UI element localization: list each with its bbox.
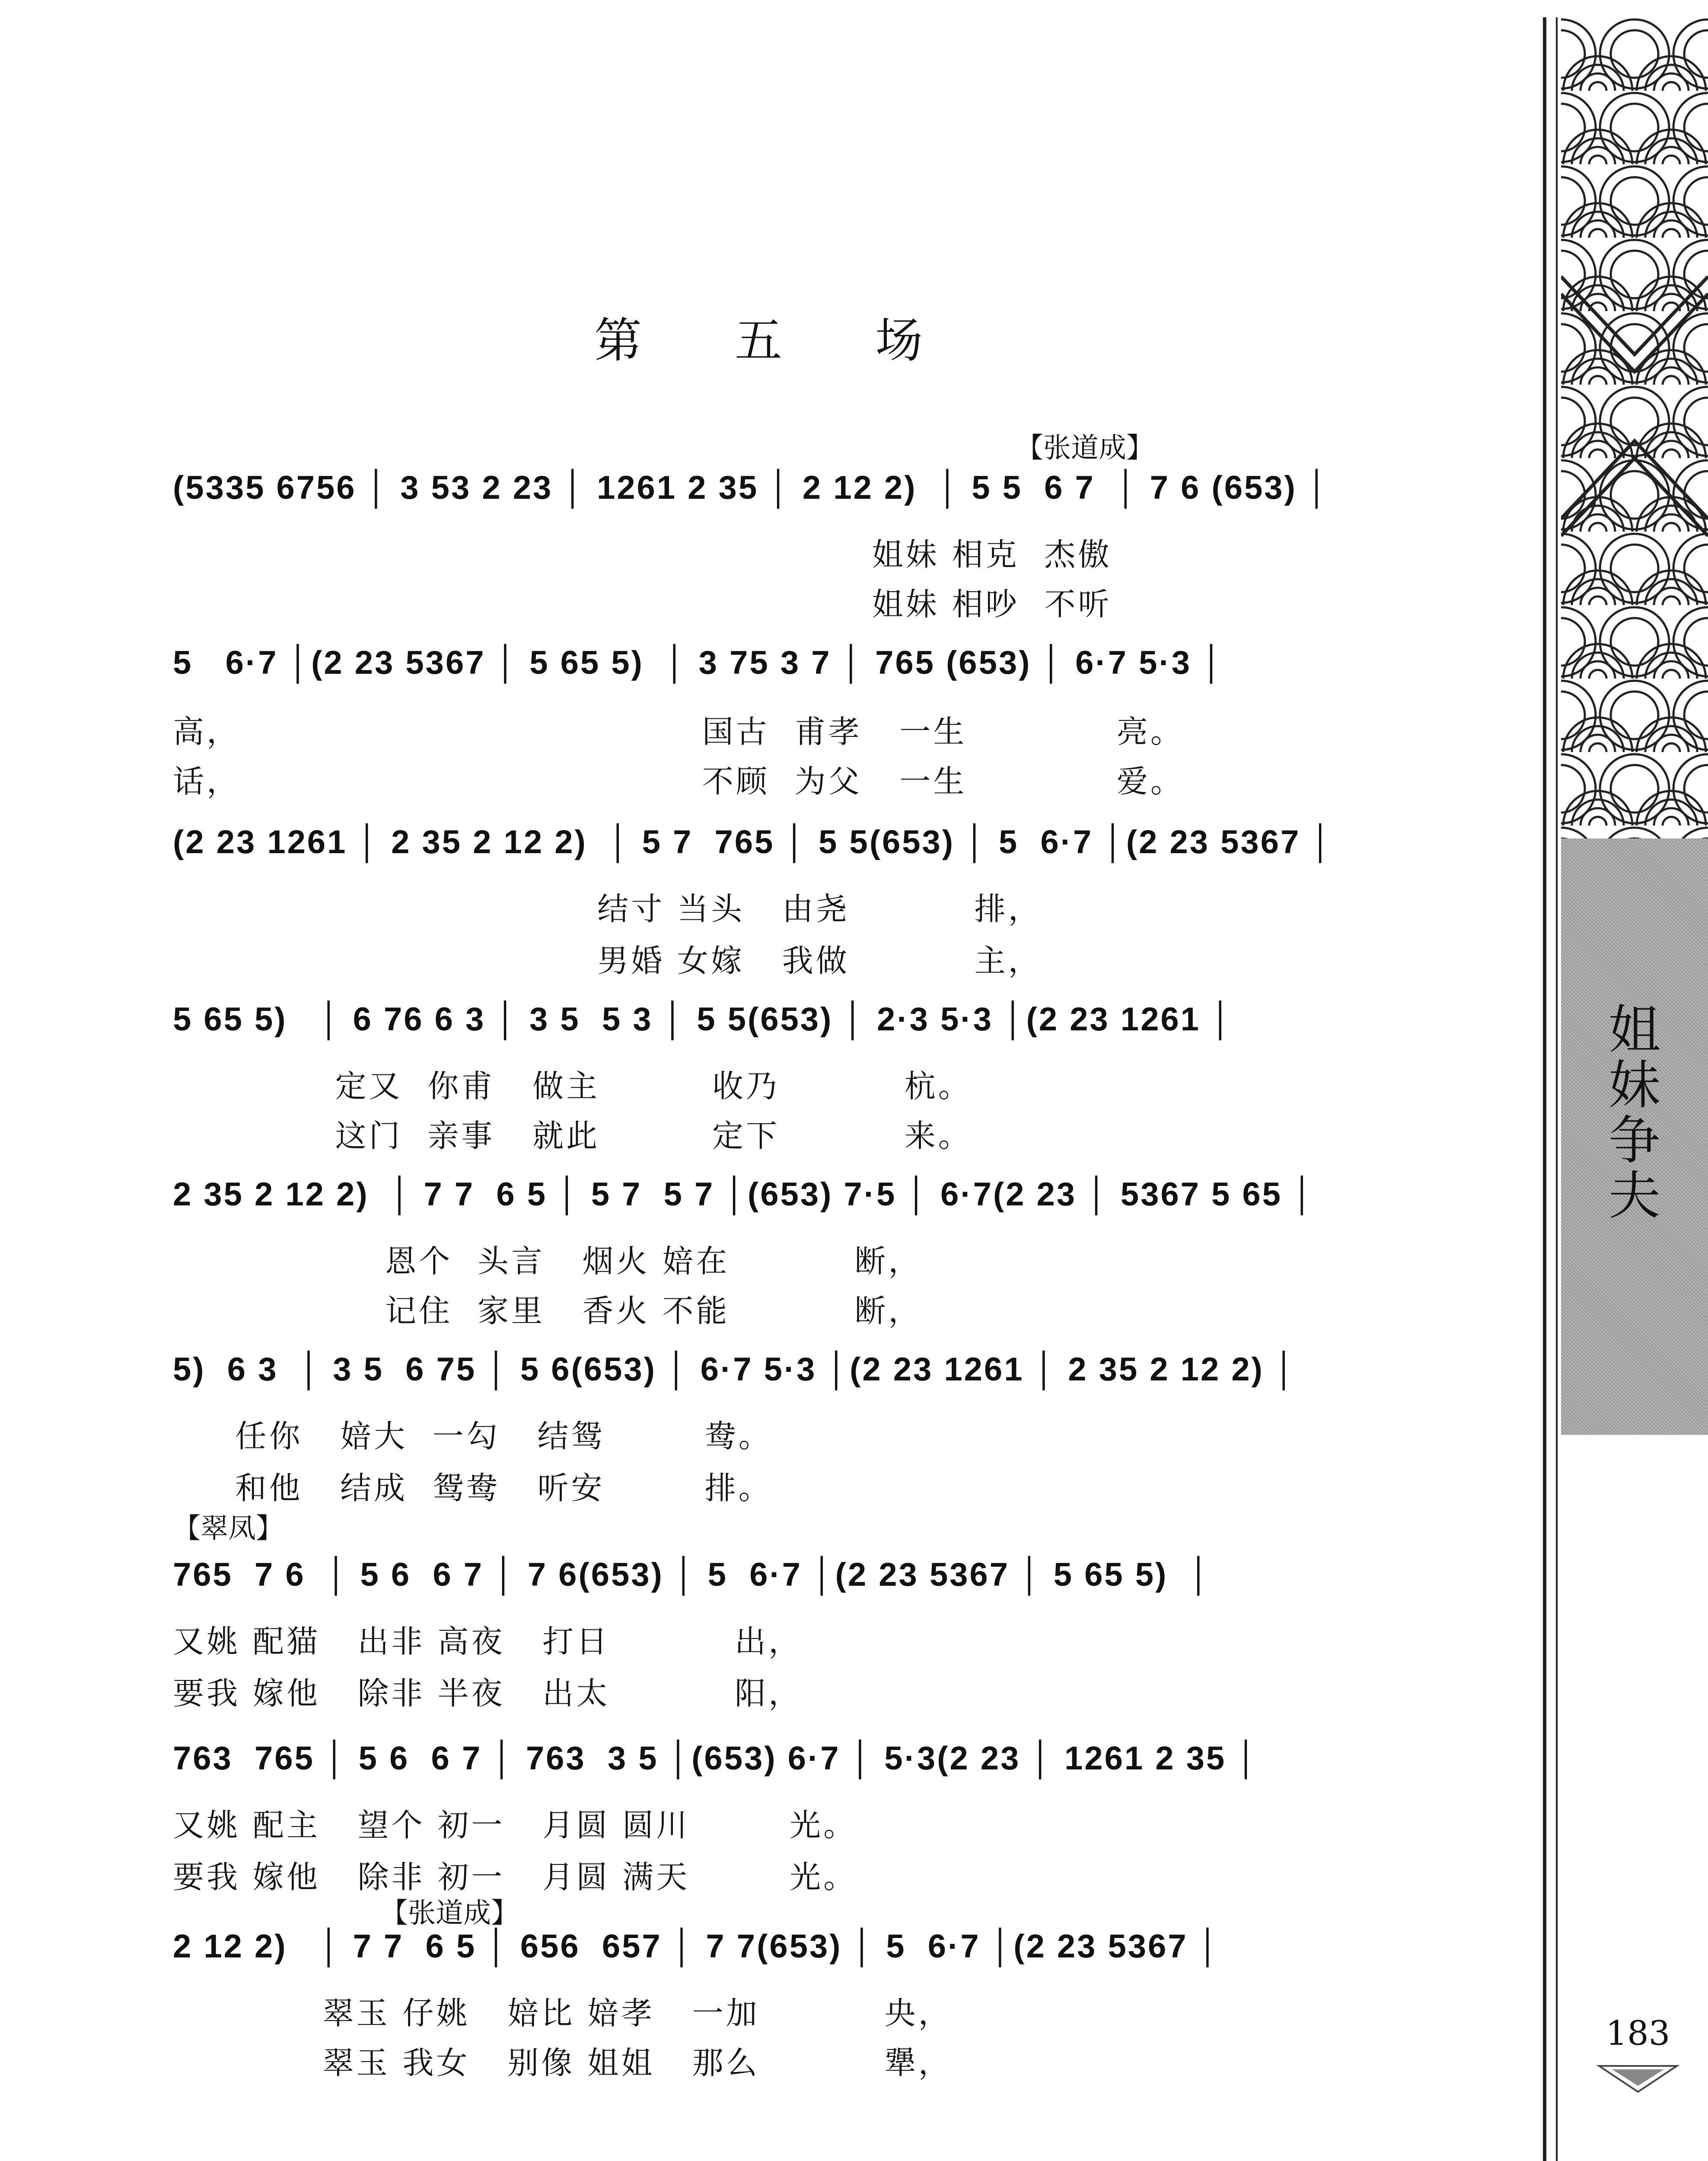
lyric-line: 高， 国古 甫孝 一生 亮。 bbox=[173, 714, 1184, 750]
lyric-line: 任你 婄大 一勾 结鸳 鸯。 bbox=[173, 1418, 772, 1454]
lyric-line: 记住 家里 香火 不能 断， bbox=[173, 1293, 922, 1329]
lyric-line: 结寸 当头 由尧 排， bbox=[173, 891, 1042, 927]
notation-line: 5 6·7 │(2 23 5367 │ 5 65 5) │ 3 75 3 7 │ 765 (653) │ 6·7 5·3 │ bbox=[173, 644, 1225, 681]
lyric-line: 定又 你甫 做主 收乃 杭。 bbox=[173, 1068, 972, 1104]
lyric-line: 翠玉 仔姚 婄比 婄孝 一加 央， bbox=[173, 1995, 952, 2031]
margin-rule bbox=[1543, 17, 1546, 2161]
lyric-line: 要我 嫁他 除非 初一 月圆 满天 光。 bbox=[173, 1859, 857, 1895]
notation-line: 763 765 │ 5 6 6 7 │ 763 3 5 │(653) 6·7 │ 5·3(2 23 │ 1261 2 35 │ bbox=[173, 1740, 1259, 1777]
notation-line: 5 65 5) │ 6 76 6 3 │ 3 5 5 3 │ 5 5(653) │ 2·3 5·3 │(2 23 1261 │ bbox=[173, 1001, 1234, 1038]
lyric-line: 这门 亲事 就此 定下 来。 bbox=[173, 1118, 972, 1154]
lyric-line: 男婚 女嫁 我做 主， bbox=[173, 943, 1042, 979]
side-title: 姐妹争夫 bbox=[1609, 1000, 1660, 1226]
lyric-line: 姐妹 相吵 不听 bbox=[173, 586, 1112, 622]
notation-line: 5) 6 3 │ 3 5 6 75 │ 5 6(653) │ 6·7 5·3 │(2 23 1261 │ 2 35 2 12 2) │ bbox=[173, 1351, 1297, 1388]
lyric-line: 又姚 配猫 出非 高夜 打日 出， bbox=[173, 1623, 802, 1660]
role-label: 【张道成】 bbox=[380, 1897, 519, 1929]
lyric-line: 恩个 头言 烟火 婄在 断， bbox=[173, 1243, 922, 1279]
lyric-line: 要我 嫁他 除非 半夜 出太 阳， bbox=[173, 1675, 802, 1712]
lyric-line: 姐妹 相克 杰傲 bbox=[173, 536, 1112, 573]
notation-line: 765 7 6 │ 5 6 6 7 │ 7 6(653) │ 5 6·7 │(2 23 5367 │ 5 65 5) │ bbox=[173, 1556, 1212, 1593]
scene-title: 第 五 场 bbox=[594, 313, 962, 368]
notation-line: (5335 6756 │ 3 53 2 23 │ 1261 2 35 │ 2 12 2) │ 5 5 6 7 │ 7 6 (653) │ bbox=[173, 469, 1330, 506]
lyric-line: 翠玉 我女 别像 姐姐 那么 犟， bbox=[173, 2045, 952, 2081]
notation-line: 2 12 2) │ 7 7 6 5 │ 656 657 │ 7 7(653) │ 5 6·7 │(2 23 5367 │ bbox=[173, 1928, 1221, 1965]
role-label: 【翠凤】 bbox=[173, 1513, 284, 1545]
lyric-line: 和他 结成 鸳鸯 听安 排。 bbox=[173, 1470, 772, 1506]
page-number: 183 bbox=[1606, 2014, 1670, 2053]
notation-line: (2 23 1261 │ 2 35 2 12 2) │ 5 7 765 │ 5 5(653) │ 5 6·7 │(2 23 5367 │ bbox=[173, 824, 1334, 861]
role-label: 【张道成】 bbox=[1016, 432, 1154, 464]
margin-rule bbox=[1556, 17, 1558, 2161]
lyric-line: 又姚 配主 望个 初一 月圆 圆川 光。 bbox=[173, 1807, 857, 1843]
cloud-pattern-ornament bbox=[1561, 17, 1708, 838]
notation-line: 2 35 2 12 2) │ 7 7 6 5 │ 5 7 5 7 │(653) 7·5 │ 6·7(2 23 │ 5367 5 65 │ bbox=[173, 1176, 1316, 1213]
lyric-line: 话， 不顾 为父 一生 爱。 bbox=[173, 763, 1184, 800]
page-number-ornament bbox=[1595, 2062, 1681, 2096]
